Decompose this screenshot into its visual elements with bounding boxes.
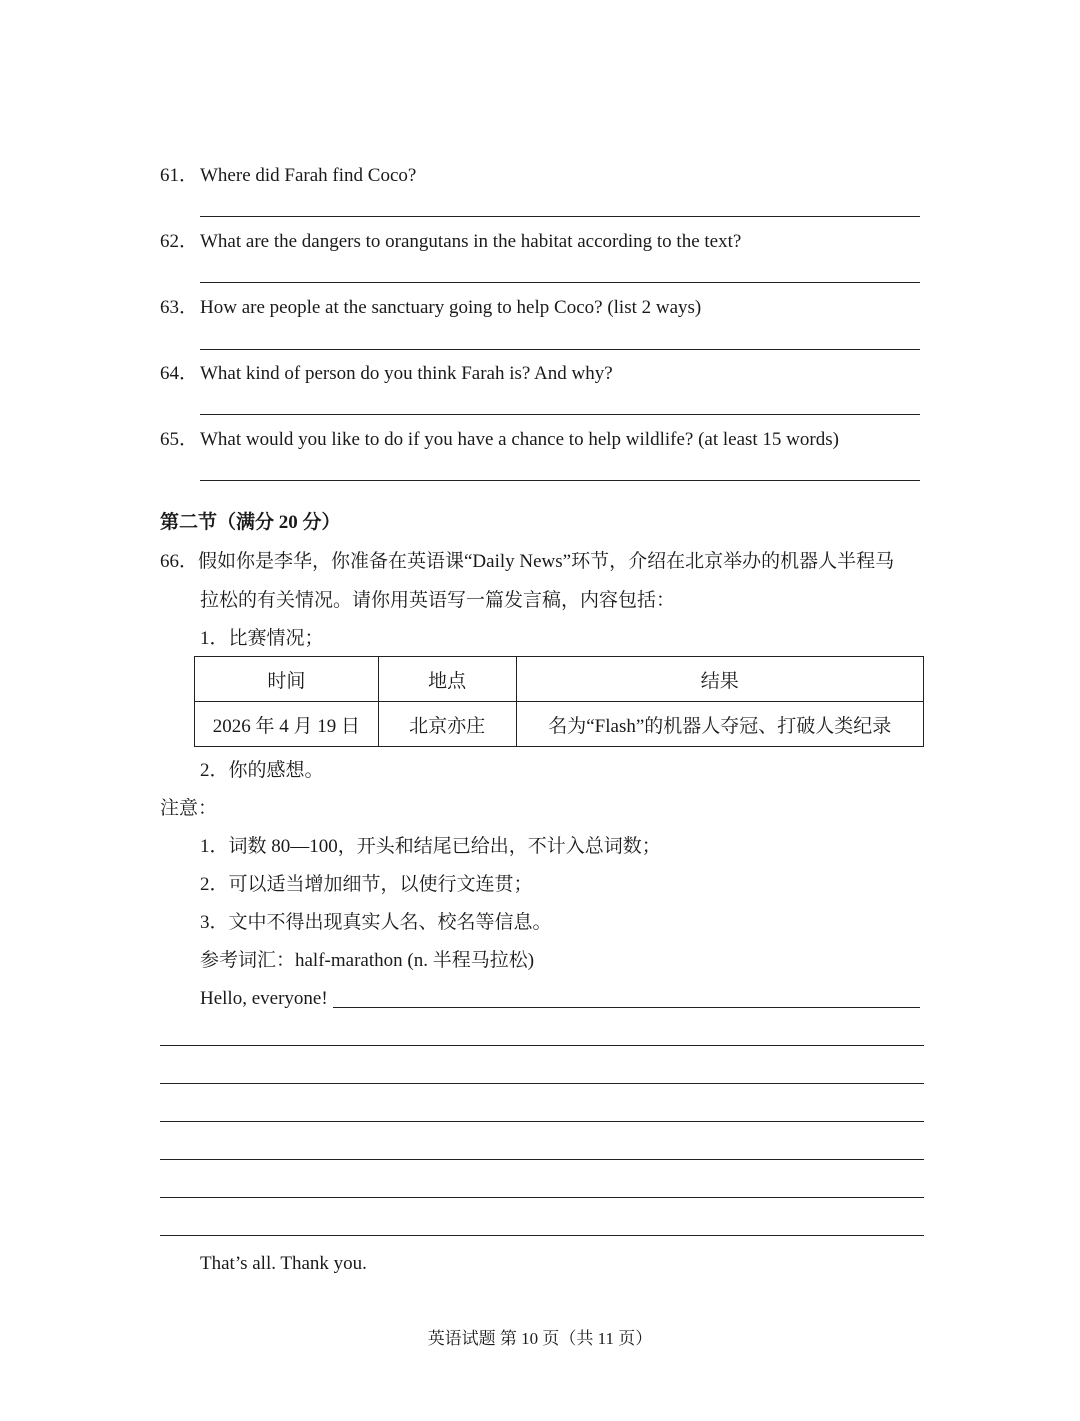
- section-title: 第二节（满分 20 分）: [160, 512, 341, 533]
- essay-writing-line[interactable]: [160, 1235, 924, 1236]
- table-header-cell: 时间: [195, 657, 379, 702]
- page-footer: 英语试题 第 10 页（共 11 页）: [427, 1329, 653, 1348]
- essay-writing-line[interactable]: [160, 1197, 924, 1198]
- q66-prompt-line1: 66．假如你是李华，你准备在英语课“Daily News”环节，介绍在北京举办的机器人半程马: [160, 551, 895, 572]
- answer-line-63[interactable]: [200, 349, 920, 350]
- essay-first-line[interactable]: [333, 1007, 920, 1008]
- answer-line-64[interactable]: [200, 414, 920, 415]
- question-number: 64．: [160, 363, 199, 384]
- question-63: [160, 296, 701, 320]
- essay-writing-line[interactable]: [160, 1121, 924, 1122]
- table-header-cell: 结果: [516, 657, 923, 702]
- essay-closing: That’s all. Thank you.: [200, 1253, 367, 1274]
- essay-writing-line[interactable]: [160, 1083, 924, 1084]
- question-text: Where did Farah find Coco?: [200, 165, 417, 186]
- note-item: 2．可以适当增加细节，以使行文连贯；: [200, 874, 533, 895]
- question-61: [160, 164, 416, 188]
- question-text: What would you like to do if you have a chance to help wildlife? (at least 15 words): [200, 429, 839, 450]
- competition-info-table: [194, 656, 924, 747]
- essay-opening: Hello, everyone!: [200, 988, 328, 1009]
- question-number: 63．: [160, 297, 199, 318]
- note-item: 1．词数 80—100，开头和结尾已给出，不计入总词数；: [200, 836, 661, 857]
- table-cell-place: 北京亦庄: [378, 702, 516, 747]
- table-header-row: [195, 657, 924, 702]
- question-62: [160, 230, 741, 254]
- question-64: [160, 362, 613, 386]
- vocab-reference: 参考词汇：half-marathon (n. 半程马拉松): [200, 950, 535, 971]
- note-item: 3．文中不得出现真实人名、校名等信息。: [200, 912, 552, 933]
- question-number: 61．: [160, 165, 199, 186]
- essay-writing-line[interactable]: [160, 1045, 924, 1046]
- q66-prompt-line2: 拉松的有关情况。请你用英语写一篇发言稿，内容包括：: [200, 590, 676, 611]
- table-cell-result: 名为“Flash”的机器人夺冠、打破人类纪录: [516, 702, 923, 747]
- essay-writing-line[interactable]: [160, 1159, 924, 1160]
- table-row: [195, 702, 924, 747]
- question-65: [160, 428, 839, 452]
- content-point-1: 1．比赛情况；: [200, 628, 324, 649]
- content-point-2: 2．你的感想。: [200, 760, 324, 781]
- notes-label: 注意：: [160, 798, 218, 819]
- answer-line-65[interactable]: [200, 480, 920, 481]
- question-number: 65．: [160, 429, 199, 450]
- question-number: 62．: [160, 231, 199, 252]
- answer-line-61[interactable]: [200, 216, 920, 217]
- question-text: How are people at the sanctuary going to help Coco? (list 2 ways): [200, 297, 702, 318]
- table-cell-time: 2026 年 4 月 19 日: [195, 702, 379, 747]
- answer-line-62[interactable]: [200, 282, 920, 283]
- question-text: What are the dangers to orangutans in the habitat according to the text?: [200, 231, 742, 252]
- question-text: What kind of person do you think Farah is? And why?: [200, 363, 613, 384]
- table-header-cell: 地点: [378, 657, 516, 702]
